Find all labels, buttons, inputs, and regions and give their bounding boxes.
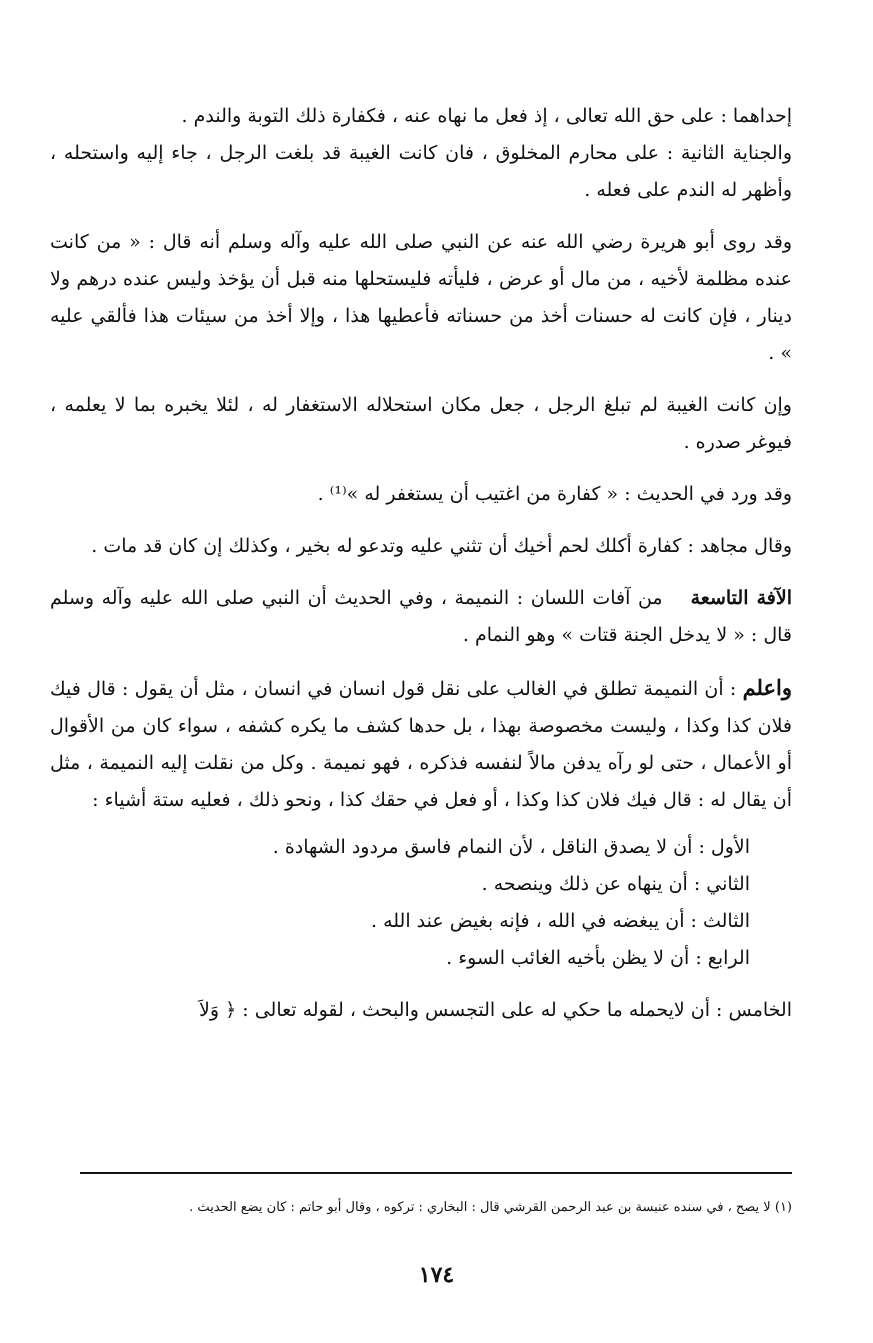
paragraph-8: [50, 669, 792, 819]
paragraph-7-text: من آفات اللسان : النميمة ، وفي الحديث أن النبي صلى الله عليه وآله وسلم قال : « لا يدخل الجنة قتات » وهو النمام .: [50, 587, 792, 646]
paragraph-7: [50, 580, 792, 654]
paragraph-2: والجناية الثانية : على محارم المخلوق ، فان كانت الغيبة قد بلغت الرجل ، جاء إليه واستحله ، وأظهر له الندم على فعله .: [50, 142, 792, 201]
list-item: الرابع : أن لا يظن بأخيه الغائب السوء .: [446, 947, 750, 969]
paragraph-4: وإن كانت الغيبة لم تبلغ الرجل ، جعل مكان استحلاله الاستغفار له ، لئلا يخبره بما لا يعلمه ، فيوغر صدره .: [50, 394, 792, 453]
paragraph-6: وقال مجاهد : كفارة أكلك لحم أخيك أن تثني عليه وتدعو له بخير ، وكذلك إن كان قد مات .: [91, 535, 792, 557]
footnote: (١) لا يصح ، في سنده عنبسة بن عبد الرحمن القرشي قال : البخاري : تركوه ، وقال أبو حاتم : كان يضع الحديث .: [189, 1200, 792, 1215]
paragraph-3: وقد روى أبو هريرة رضي الله عنه عن النبي صلى الله عليه وآله وسلم أنه قال : « من كانت عنده مظلمة لأخيه ، من مال أو عرض ، فليأته فليستحلها منه قبل أن يؤخذ وليس عنده درهم ولا دينار ، فإن كانت له حسنات أخذ من حسناته فأعطيها هذا ، وإلا أخذ من سيئات هذا فألقي عليه » .: [50, 231, 792, 364]
paragraph-8-text: : أن النميمة تطلق في الغالب على نقل قول انسان في انسان ، مثل أن يقول : قال فيك فلان كذا وكذا ، وليست مخصوصة بهذا ، بل حدها كشف ما يكره كشفه ، سواء كان من الأقوال أو الأعمال ، حتى لو رآه يدفن مالاً لنفسه فذكره ، فهو نميمة . وكل من نقلت إليه النميمة ، مثل أن يقال له : قال فيك فلان كذا وكذا ، أو فعل في حقك كذا ، ونحو ذلك ، فعليه ستة أشياء :: [50, 678, 792, 811]
page-number: ١٧٤: [418, 1262, 455, 1288]
paragraph-1: إحداهما : على حق الله تعالى ، إذ فعل ما نهاه عنه ، فكفارة ذلك التوبة والندم .: [181, 105, 792, 127]
paragraph-8-lead: واعلم: [742, 675, 792, 700]
list-item: الثاني : أن ينهاه عن ذلك وينصحه .: [481, 873, 750, 895]
paragraph-9: الخامس : أن لايحمله ما حكي له على التجسس والبحث ، لقوله تعالى : ﴿ وَلاَ: [199, 999, 792, 1021]
section-heading: الآفة التاسعة: [690, 587, 792, 609]
paragraph-5: وقد ورد في الحديث : « كفارة من اغتيب أن يستغفر له »⁽¹⁾ .: [317, 483, 792, 505]
list-item: الثالث : أن يبغضه في الله ، فإنه بغيض عند الله .: [371, 910, 750, 932]
page-body: [50, 98, 792, 1029]
six-things-list: [50, 829, 750, 977]
footnote-divider: [80, 1172, 792, 1174]
list-item: الأول : أن لا يصدق الناقل ، لأن النمام فاسق مردود الشهادة .: [272, 836, 750, 858]
